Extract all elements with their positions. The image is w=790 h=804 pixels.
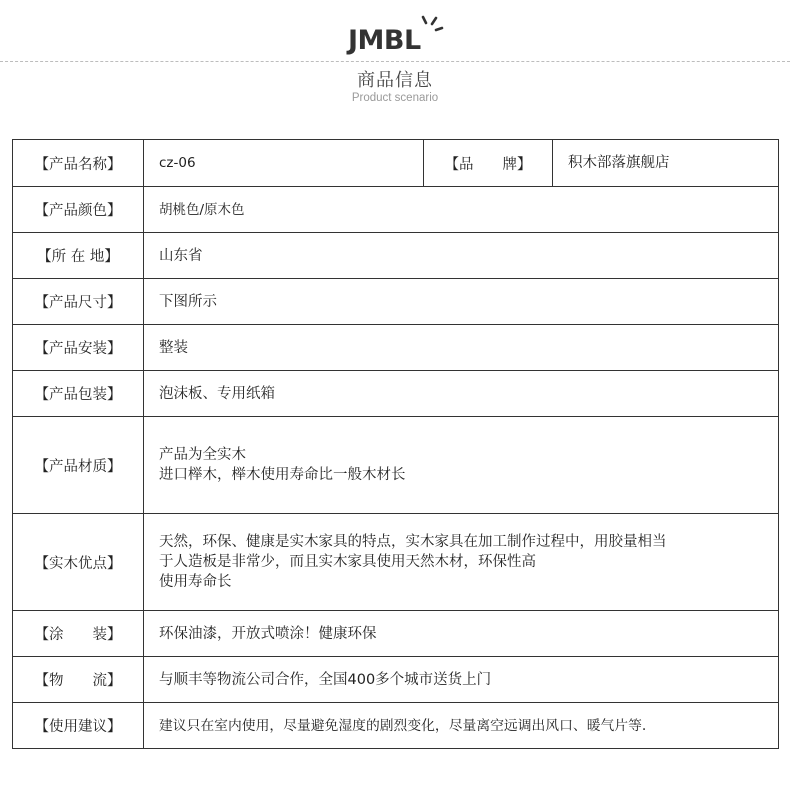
color-label: 【产品颜色】 xyxy=(13,187,144,233)
table-row xyxy=(13,611,779,657)
logo-text: JMBL xyxy=(348,25,421,56)
advantage-line: 使用寿命长 xyxy=(159,574,232,590)
table-row xyxy=(13,140,779,187)
advantage-line: 天然，环保、健康是实木家具的特点，实木家具在加工制作过程中，用胶量相当 xyxy=(159,534,667,550)
dashed-divider xyxy=(0,61,790,62)
table-row xyxy=(13,417,779,514)
coating-value: 环保油漆，开放式喷涂！健康环保 xyxy=(144,611,779,657)
material-label: 【产品材质】 xyxy=(13,417,144,514)
install-value: 整装 xyxy=(144,325,779,371)
advice-label: 【使用建议】 xyxy=(13,703,144,749)
table-row xyxy=(13,279,779,325)
install-label: 【产品安装】 xyxy=(13,325,144,371)
advantage-label: 【实木优点】 xyxy=(13,514,144,611)
table-row xyxy=(13,703,779,749)
sparkle-icon xyxy=(423,17,442,30)
table-row xyxy=(13,325,779,371)
material-value xyxy=(144,417,779,514)
material-line: 产品为全实木 xyxy=(159,447,246,463)
model-value: cz-06 xyxy=(144,140,424,187)
origin-value: 山东省 xyxy=(144,233,779,279)
advantage-line: 于人造板是非常少，而且实木家具使用天然木材，环保性高 xyxy=(159,554,536,570)
size-label: 【产品尺寸】 xyxy=(13,279,144,325)
product-spec-table xyxy=(12,139,779,749)
brand-label: 【品 牌】 xyxy=(424,140,553,187)
brand-value: 积木部落旗舰店 xyxy=(553,140,779,187)
size-value: 下图所示 xyxy=(144,279,779,325)
advantage-value xyxy=(144,514,779,611)
logistics-value: 与顺丰等物流公司合作，全国400多个城市送货上门 xyxy=(144,657,779,703)
package-label: 【产品包装】 xyxy=(13,371,144,417)
table-row xyxy=(13,371,779,417)
table-row xyxy=(13,233,779,279)
color-value: 胡桃色/原木色 xyxy=(144,187,779,233)
model-label: 【产品名称】 xyxy=(13,140,144,187)
package-value: 泡沫板、专用纸箱 xyxy=(144,371,779,417)
brand-logo xyxy=(346,14,446,56)
section-title: 商品信息 xyxy=(357,70,433,91)
table-row xyxy=(13,657,779,703)
table-row xyxy=(13,514,779,611)
section-subtitle: Product scenario xyxy=(351,92,439,104)
material-line: 进口榉木，榉木使用寿命比一般木材长 xyxy=(159,467,406,483)
table-row xyxy=(13,187,779,233)
coating-label: 【涂 装】 xyxy=(13,611,144,657)
advice-value: 建议只在室内使用，尽量避免湿度的剧烈变化，尽量离空远调出风口、暖气片等. xyxy=(144,703,779,749)
logistics-label: 【物 流】 xyxy=(13,657,144,703)
origin-label: 【所 在 地】 xyxy=(13,233,144,279)
